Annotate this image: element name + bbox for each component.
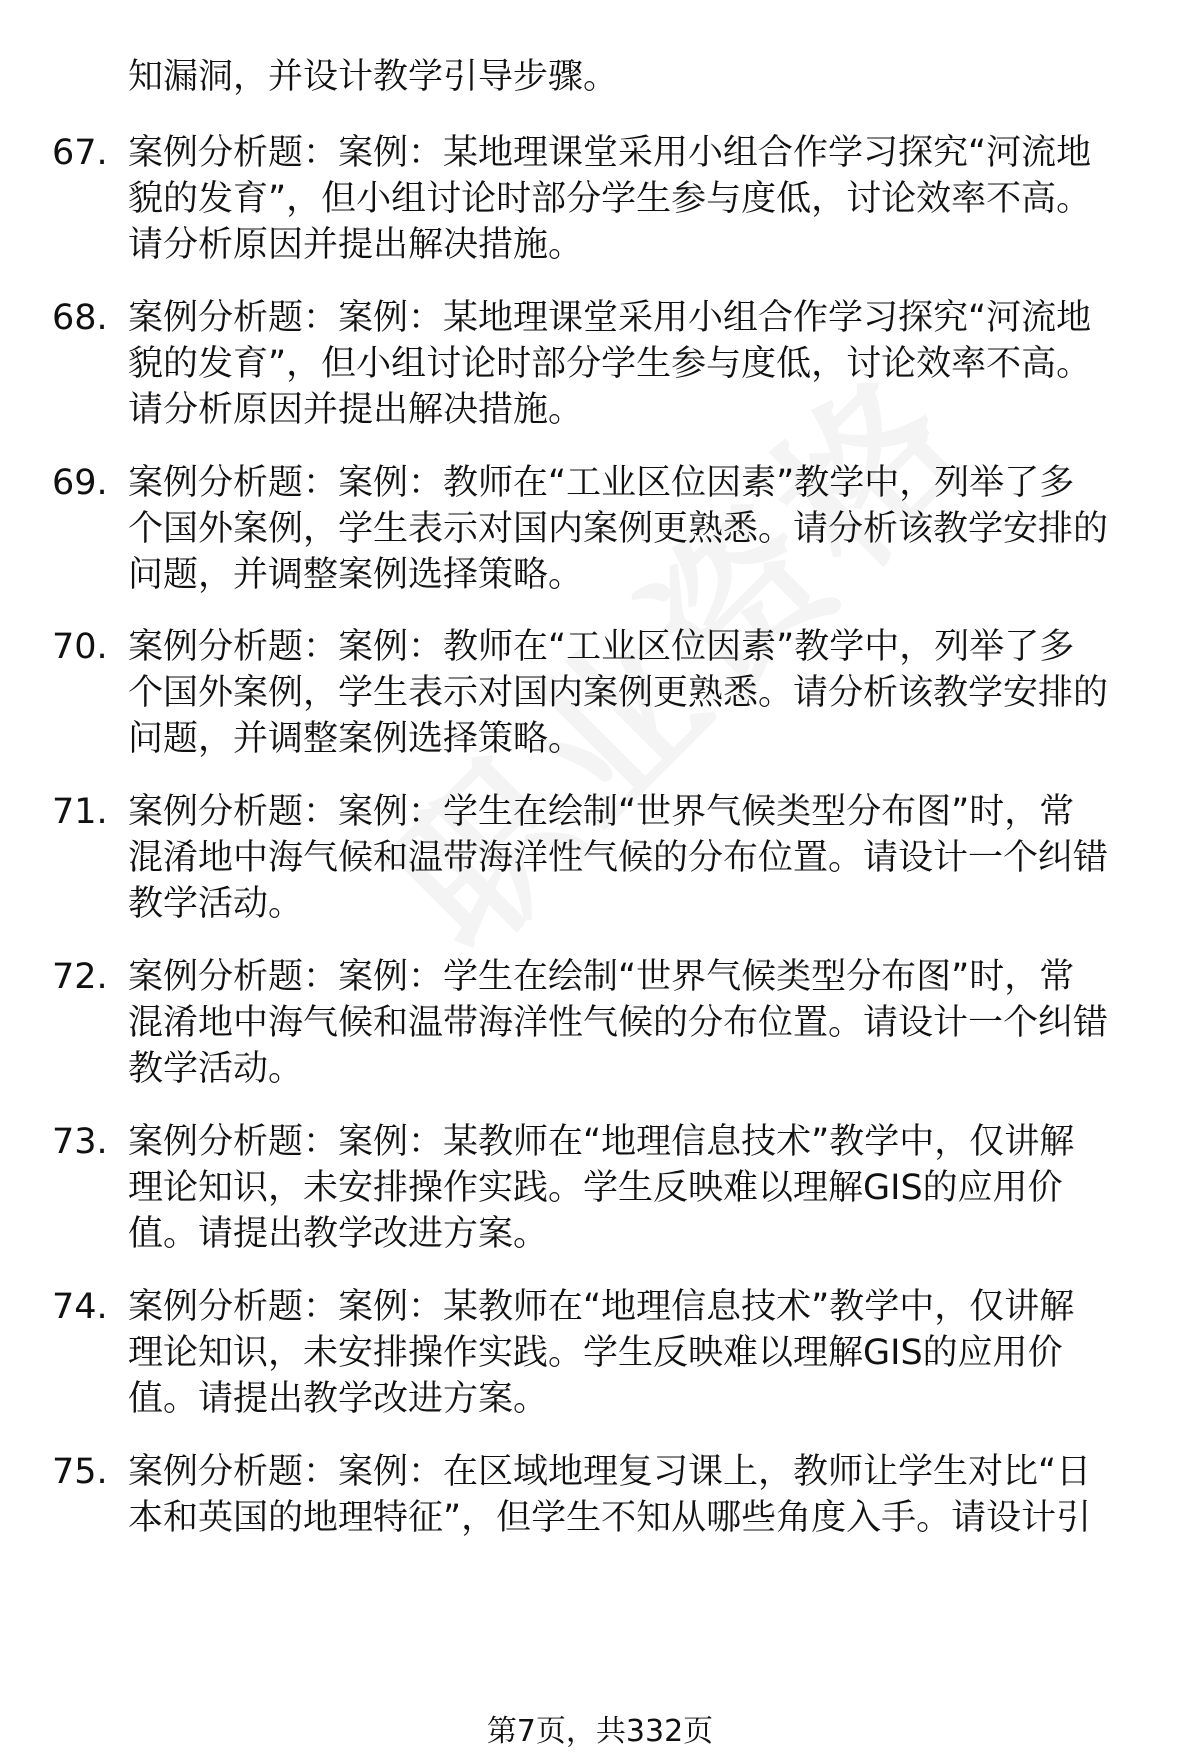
- question-number: 73.: [52, 1122, 108, 1162]
- question-number: 67.: [52, 133, 108, 173]
- question-line: 请分析原因并提出解决措施。: [128, 225, 584, 265]
- question-line: 案例分析题：案例：学生在绘制“世界气候类型分布图”时，常: [128, 957, 1075, 997]
- question-number: 71.: [52, 792, 108, 832]
- question-line: 案例分析题：案例：教师在“工业区位因素”教学中，列举了多: [128, 627, 1075, 667]
- question-line: 混淆地中海气候和温带海洋性气候的分布位置。请设计一个纠错: [128, 838, 1109, 878]
- question-line: 貌的发育”，但小组讨论时部分学生参与度低，讨论效率不高。: [128, 344, 1092, 384]
- question-number: 72.: [52, 957, 108, 997]
- question-line: 值。请提出教学改进方案。: [128, 1214, 549, 1254]
- question-line: 个国外案例，学生表示对国内案例更熟悉。请分析该教学安排的: [128, 509, 1109, 549]
- page-footer: 第7页，共332页: [486, 1714, 714, 1749]
- question-line: 案例分析题：案例：学生在绘制“世界气候类型分布图”时，常: [128, 792, 1075, 832]
- question-line: 案例分析题：案例：在区域地理复习课上，教师让学生对比“日: [128, 1452, 1092, 1492]
- question-number: 74.: [52, 1287, 108, 1327]
- question-line: 本和英国的地理特征”，但学生不知从哪些角度入手。请设计引: [128, 1498, 1092, 1538]
- question-line: 问题，并调整案例选择策略。: [128, 555, 584, 595]
- question-line: 个国外案例，学生表示对国内案例更熟悉。请分析该教学安排的: [128, 673, 1109, 713]
- question-line: 理论知识，未安排操作实践。学生反映难以理解GIS的应用价: [128, 1333, 1063, 1373]
- question-line: 值。请提出教学改进方案。: [128, 1379, 549, 1419]
- question-line: 问题，并调整案例选择策略。: [128, 719, 584, 759]
- question-number: 70.: [52, 627, 108, 667]
- question-number: 69.: [52, 463, 108, 503]
- question-line: 混淆地中海气候和温带海洋性气候的分布位置。请设计一个纠错: [128, 1003, 1109, 1043]
- question-line: 理论知识，未安排操作实践。学生反映难以理解GIS的应用价: [128, 1168, 1063, 1208]
- question-line: 案例分析题：案例：某地理课堂采用小组合作学习探究“河流地: [128, 133, 1092, 173]
- question-number: 68.: [52, 298, 108, 338]
- question-line: 教学活动。: [128, 884, 304, 924]
- intro-line: 知漏洞，并设计教学引导步骤。: [128, 57, 619, 97]
- question-line: 案例分析题：案例：某教师在“地理信息技术”教学中，仅讲解: [128, 1287, 1075, 1327]
- question-line: 请分析原因并提出解决措施。: [128, 390, 584, 430]
- question-line: 教学活动。: [128, 1049, 304, 1089]
- question-line: 貌的发育”，但小组讨论时部分学生参与度低，讨论效率不高。: [128, 179, 1092, 219]
- question-line: 案例分析题：案例：某教师在“地理信息技术”教学中，仅讲解: [128, 1122, 1075, 1162]
- question-line: 案例分析题：案例：教师在“工业区位因素”教学中，列举了多: [128, 463, 1075, 503]
- question-line: 案例分析题：案例：某地理课堂采用小组合作学习探究“河流地: [128, 298, 1092, 338]
- question-number: 75.: [52, 1452, 108, 1492]
